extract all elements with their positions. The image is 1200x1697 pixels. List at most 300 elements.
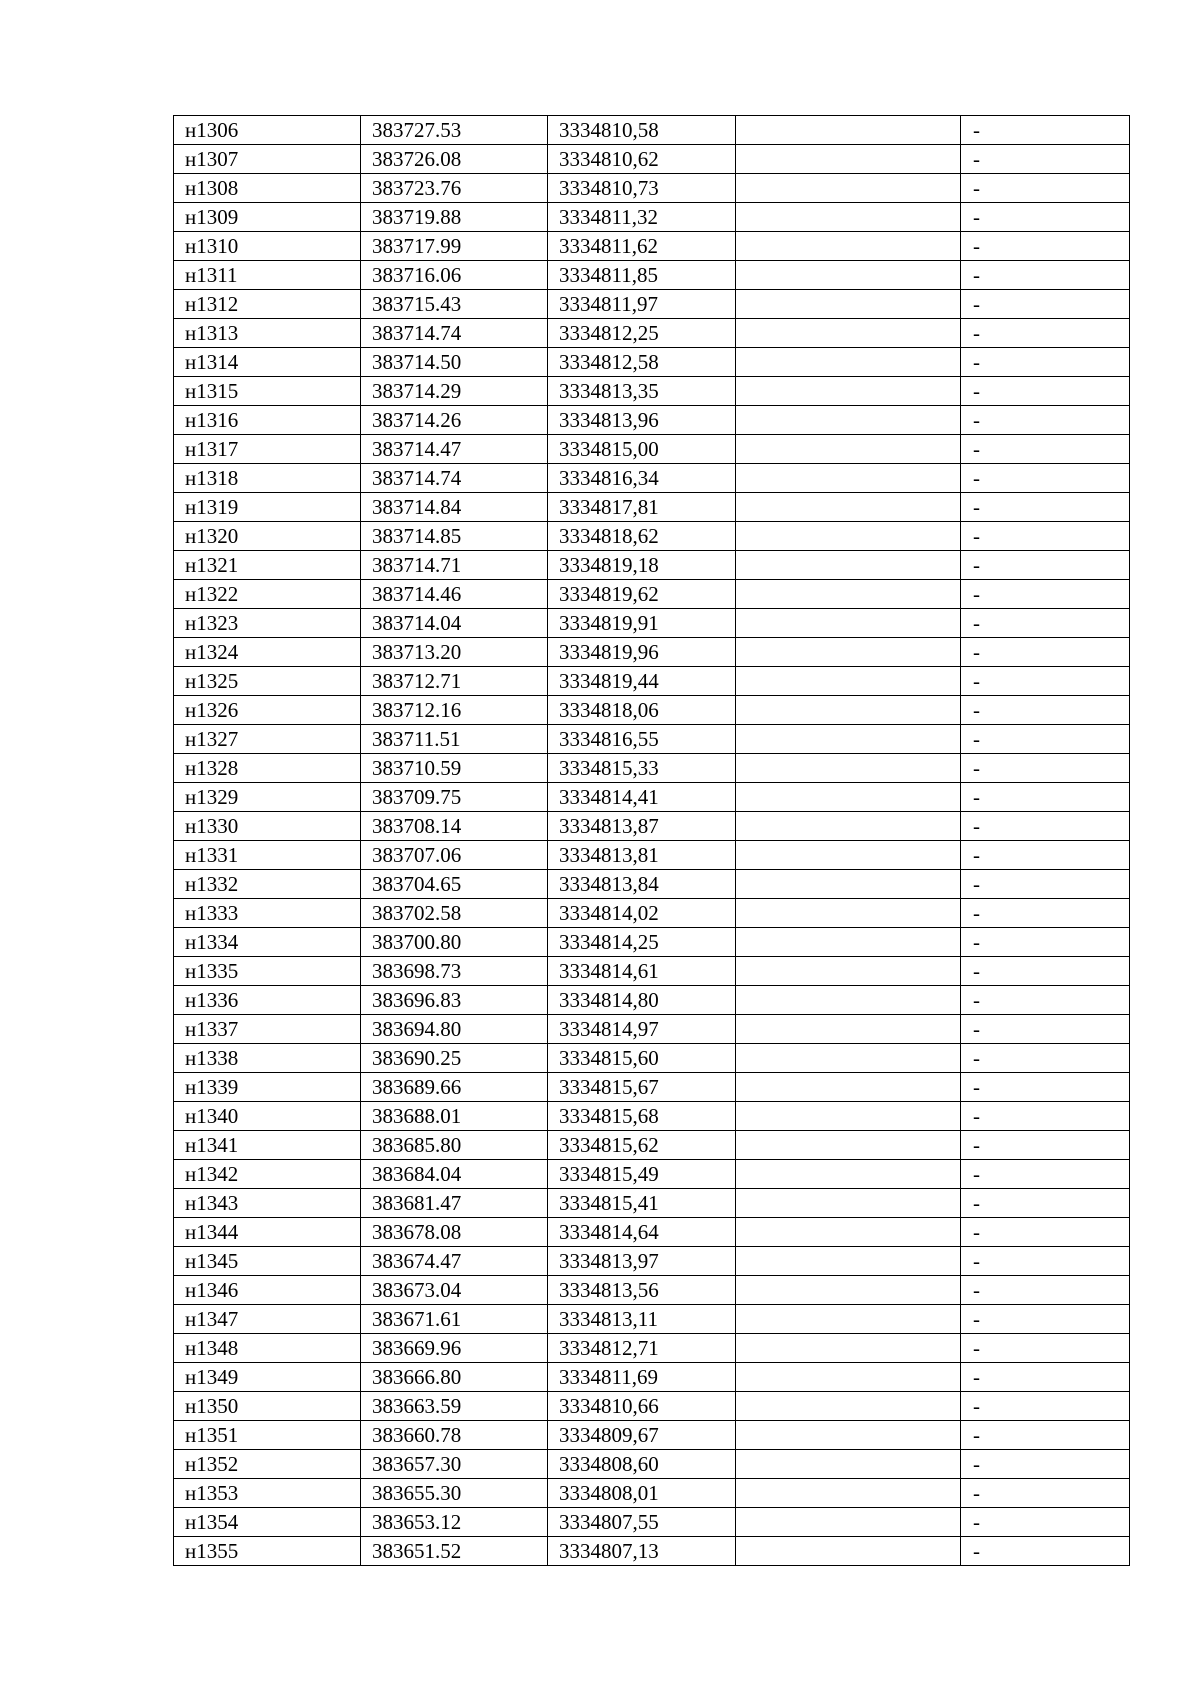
mark-cell: - [961, 986, 1130, 1015]
table-row [174, 1479, 1130, 1508]
table-row [174, 551, 1130, 580]
mark-cell: - [961, 899, 1130, 928]
y-coordinate-cell: 3334813,11 [548, 1305, 736, 1334]
y-coordinate-cell: 3334819,96 [548, 638, 736, 667]
empty-cell [736, 1015, 961, 1044]
x-coordinate-cell: 383712.71 [361, 667, 548, 696]
empty-cell [736, 203, 961, 232]
y-coordinate-cell: 3334809,67 [548, 1421, 736, 1450]
y-coordinate-cell: 3334813,84 [548, 870, 736, 899]
table-row [174, 1073, 1130, 1102]
y-coordinate-cell: 3334815,67 [548, 1073, 736, 1102]
point-id-cell: н1334 [174, 928, 361, 957]
mark-cell: - [961, 812, 1130, 841]
point-id-cell: н1346 [174, 1276, 361, 1305]
point-id-cell: н1309 [174, 203, 361, 232]
table-row [174, 580, 1130, 609]
x-coordinate-cell: 383714.85 [361, 522, 548, 551]
empty-cell [736, 783, 961, 812]
table-row [174, 1537, 1130, 1566]
point-id-cell: н1336 [174, 986, 361, 1015]
point-id-cell: н1351 [174, 1421, 361, 1450]
x-coordinate-cell: 383663.59 [361, 1392, 548, 1421]
point-id-cell: н1354 [174, 1508, 361, 1537]
y-coordinate-cell: 3334815,62 [548, 1131, 736, 1160]
empty-cell [736, 609, 961, 638]
empty-cell [736, 522, 961, 551]
x-coordinate-cell: 383714.84 [361, 493, 548, 522]
x-coordinate-cell: 383708.14 [361, 812, 548, 841]
point-id-cell: н1335 [174, 957, 361, 986]
point-id-cell: н1321 [174, 551, 361, 580]
mark-cell: - [961, 1508, 1130, 1537]
point-id-cell: н1337 [174, 1015, 361, 1044]
table-row [174, 1131, 1130, 1160]
empty-cell [736, 957, 961, 986]
y-coordinate-cell: 3334818,06 [548, 696, 736, 725]
x-coordinate-cell: 383681.47 [361, 1189, 548, 1218]
y-coordinate-cell: 3334812,25 [548, 319, 736, 348]
mark-cell: - [961, 1218, 1130, 1247]
mark-cell: - [961, 783, 1130, 812]
y-coordinate-cell: 3334814,80 [548, 986, 736, 1015]
y-coordinate-cell: 3334814,41 [548, 783, 736, 812]
y-coordinate-cell: 3334818,62 [548, 522, 736, 551]
y-coordinate-cell: 3334813,97 [548, 1247, 736, 1276]
point-id-cell: н1307 [174, 145, 361, 174]
table-row [174, 319, 1130, 348]
mark-cell: - [961, 1421, 1130, 1450]
empty-cell [736, 1160, 961, 1189]
table-row [174, 841, 1130, 870]
empty-cell [736, 638, 961, 667]
empty-cell [736, 406, 961, 435]
table-row [174, 609, 1130, 638]
mark-cell: - [961, 116, 1130, 145]
table-row [174, 696, 1130, 725]
mark-cell: - [961, 522, 1130, 551]
table-row [174, 406, 1130, 435]
empty-cell [736, 928, 961, 957]
table-row [174, 928, 1130, 957]
mark-cell: - [961, 174, 1130, 203]
mark-cell: - [961, 1189, 1130, 1218]
empty-cell [736, 1102, 961, 1131]
y-coordinate-cell: 3334819,91 [548, 609, 736, 638]
point-id-cell: н1326 [174, 696, 361, 725]
x-coordinate-cell: 383707.06 [361, 841, 548, 870]
y-coordinate-cell: 3334813,87 [548, 812, 736, 841]
y-coordinate-cell: 3334815,60 [548, 1044, 736, 1073]
empty-cell [736, 1363, 961, 1392]
empty-cell [736, 116, 961, 145]
mark-cell: - [961, 870, 1130, 899]
mark-cell: - [961, 754, 1130, 783]
point-id-cell: н1331 [174, 841, 361, 870]
y-coordinate-cell: 3334812,71 [548, 1334, 736, 1363]
mark-cell: - [961, 725, 1130, 754]
table-row [174, 667, 1130, 696]
empty-cell [736, 1305, 961, 1334]
y-coordinate-cell: 3334815,49 [548, 1160, 736, 1189]
x-coordinate-cell: 383716.06 [361, 261, 548, 290]
table-row [174, 1305, 1130, 1334]
y-coordinate-cell: 3334810,58 [548, 116, 736, 145]
mark-cell: - [961, 1131, 1130, 1160]
empty-cell [736, 1537, 961, 1566]
x-coordinate-cell: 383690.25 [361, 1044, 548, 1073]
point-id-cell: н1347 [174, 1305, 361, 1334]
x-coordinate-cell: 383714.74 [361, 464, 548, 493]
x-coordinate-cell: 383694.80 [361, 1015, 548, 1044]
point-id-cell: н1353 [174, 1479, 361, 1508]
table-row [174, 261, 1130, 290]
table-row [174, 638, 1130, 667]
x-coordinate-cell: 383671.61 [361, 1305, 548, 1334]
mark-cell: - [961, 1392, 1130, 1421]
empty-cell [736, 261, 961, 290]
coordinates-table [173, 115, 1130, 1566]
x-coordinate-cell: 383712.16 [361, 696, 548, 725]
point-id-cell: н1323 [174, 609, 361, 638]
x-coordinate-cell: 383714.46 [361, 580, 548, 609]
point-id-cell: н1330 [174, 812, 361, 841]
x-coordinate-cell: 383669.96 [361, 1334, 548, 1363]
empty-cell [736, 1421, 961, 1450]
point-id-cell: н1319 [174, 493, 361, 522]
x-coordinate-cell: 383714.29 [361, 377, 548, 406]
x-coordinate-cell: 383700.80 [361, 928, 548, 957]
y-coordinate-cell: 3334813,35 [548, 377, 736, 406]
table-row [174, 812, 1130, 841]
empty-cell [736, 290, 961, 319]
mark-cell: - [961, 1276, 1130, 1305]
y-coordinate-cell: 3334815,41 [548, 1189, 736, 1218]
table-row [174, 1102, 1130, 1131]
x-coordinate-cell: 383666.80 [361, 1363, 548, 1392]
point-id-cell: н1325 [174, 667, 361, 696]
mark-cell: - [961, 1102, 1130, 1131]
mark-cell: - [961, 696, 1130, 725]
mark-cell: - [961, 261, 1130, 290]
table-row [174, 145, 1130, 174]
x-coordinate-cell: 383653.12 [361, 1508, 548, 1537]
empty-cell [736, 1508, 961, 1537]
y-coordinate-cell: 3334810,73 [548, 174, 736, 203]
table-row [174, 493, 1130, 522]
empty-cell [736, 348, 961, 377]
empty-cell [736, 1450, 961, 1479]
x-coordinate-cell: 383715.43 [361, 290, 548, 319]
table-row [174, 203, 1130, 232]
table-row [174, 1334, 1130, 1363]
point-id-cell: н1320 [174, 522, 361, 551]
x-coordinate-cell: 383678.08 [361, 1218, 548, 1247]
empty-cell [736, 145, 961, 174]
point-id-cell: н1314 [174, 348, 361, 377]
y-coordinate-cell: 3334815,00 [548, 435, 736, 464]
y-coordinate-cell: 3334813,96 [548, 406, 736, 435]
mark-cell: - [961, 1450, 1130, 1479]
mark-cell: - [961, 232, 1130, 261]
table-row [174, 377, 1130, 406]
x-coordinate-cell: 383698.73 [361, 957, 548, 986]
y-coordinate-cell: 3334807,13 [548, 1537, 736, 1566]
x-coordinate-cell: 383710.59 [361, 754, 548, 783]
empty-cell [736, 232, 961, 261]
x-coordinate-cell: 383723.76 [361, 174, 548, 203]
y-coordinate-cell: 3334810,62 [548, 145, 736, 174]
empty-cell [736, 1189, 961, 1218]
empty-cell [736, 1218, 961, 1247]
y-coordinate-cell: 3334810,66 [548, 1392, 736, 1421]
point-id-cell: н1333 [174, 899, 361, 928]
x-coordinate-cell: 383657.30 [361, 1450, 548, 1479]
point-id-cell: н1340 [174, 1102, 361, 1131]
table-row [174, 986, 1130, 1015]
y-coordinate-cell: 3334814,25 [548, 928, 736, 957]
y-coordinate-cell: 3334815,68 [548, 1102, 736, 1131]
x-coordinate-cell: 383727.53 [361, 116, 548, 145]
x-coordinate-cell: 383714.04 [361, 609, 548, 638]
mark-cell: - [961, 1044, 1130, 1073]
table-row [174, 232, 1130, 261]
mark-cell: - [961, 667, 1130, 696]
point-id-cell: н1311 [174, 261, 361, 290]
x-coordinate-cell: 383714.50 [361, 348, 548, 377]
y-coordinate-cell: 3334807,55 [548, 1508, 736, 1537]
empty-cell [736, 667, 961, 696]
table-row [174, 464, 1130, 493]
table-row [174, 1450, 1130, 1479]
empty-cell [736, 493, 961, 522]
point-id-cell: н1338 [174, 1044, 361, 1073]
x-coordinate-cell: 383696.83 [361, 986, 548, 1015]
y-coordinate-cell: 3334814,02 [548, 899, 736, 928]
point-id-cell: н1317 [174, 435, 361, 464]
mark-cell: - [961, 435, 1130, 464]
empty-cell [736, 1044, 961, 1073]
x-coordinate-cell: 383688.01 [361, 1102, 548, 1131]
empty-cell [736, 551, 961, 580]
mark-cell: - [961, 145, 1130, 174]
point-id-cell: н1339 [174, 1073, 361, 1102]
table-row [174, 870, 1130, 899]
mark-cell: - [961, 841, 1130, 870]
y-coordinate-cell: 3334811,69 [548, 1363, 736, 1392]
empty-cell [736, 812, 961, 841]
point-id-cell: н1341 [174, 1131, 361, 1160]
empty-cell [736, 319, 961, 348]
x-coordinate-cell: 383717.99 [361, 232, 548, 261]
y-coordinate-cell: 3334819,18 [548, 551, 736, 580]
table-row [174, 348, 1130, 377]
table-row [174, 725, 1130, 754]
x-coordinate-cell: 383673.04 [361, 1276, 548, 1305]
coordinates-table-body [174, 116, 1130, 1566]
point-id-cell: н1322 [174, 580, 361, 609]
empty-cell [736, 174, 961, 203]
point-id-cell: н1308 [174, 174, 361, 203]
table-row [174, 290, 1130, 319]
x-coordinate-cell: 383674.47 [361, 1247, 548, 1276]
empty-cell [736, 986, 961, 1015]
empty-cell [736, 464, 961, 493]
table-row [174, 754, 1130, 783]
mark-cell: - [961, 406, 1130, 435]
x-coordinate-cell: 383655.30 [361, 1479, 548, 1508]
empty-cell [736, 725, 961, 754]
mark-cell: - [961, 580, 1130, 609]
y-coordinate-cell: 3334811,97 [548, 290, 736, 319]
x-coordinate-cell: 383713.20 [361, 638, 548, 667]
table-row [174, 1247, 1130, 1276]
table-row [174, 1160, 1130, 1189]
point-id-cell: н1355 [174, 1537, 361, 1566]
mark-cell: - [961, 1305, 1130, 1334]
x-coordinate-cell: 383714.47 [361, 435, 548, 464]
y-coordinate-cell: 3334808,60 [548, 1450, 736, 1479]
empty-cell [736, 1276, 961, 1305]
point-id-cell: н1350 [174, 1392, 361, 1421]
table-row [174, 1015, 1130, 1044]
empty-cell [736, 1247, 961, 1276]
mark-cell: - [961, 1015, 1130, 1044]
y-coordinate-cell: 3334817,81 [548, 493, 736, 522]
mark-cell: - [961, 377, 1130, 406]
empty-cell [736, 899, 961, 928]
mark-cell: - [961, 638, 1130, 667]
y-coordinate-cell: 3334816,34 [548, 464, 736, 493]
empty-cell [736, 1334, 961, 1363]
x-coordinate-cell: 383660.78 [361, 1421, 548, 1450]
mark-cell: - [961, 1073, 1130, 1102]
y-coordinate-cell: 3334816,55 [548, 725, 736, 754]
mark-cell: - [961, 1363, 1130, 1392]
point-id-cell: н1342 [174, 1160, 361, 1189]
y-coordinate-cell: 3334812,58 [548, 348, 736, 377]
mark-cell: - [961, 1334, 1130, 1363]
y-coordinate-cell: 3334814,61 [548, 957, 736, 986]
point-id-cell: н1329 [174, 783, 361, 812]
empty-cell [736, 377, 961, 406]
x-coordinate-cell: 383684.04 [361, 1160, 548, 1189]
table-row [174, 1218, 1130, 1247]
empty-cell [736, 1131, 961, 1160]
x-coordinate-cell: 383702.58 [361, 899, 548, 928]
table-row [174, 1392, 1130, 1421]
x-coordinate-cell: 383714.26 [361, 406, 548, 435]
empty-cell [736, 1073, 961, 1102]
mark-cell: - [961, 1537, 1130, 1566]
table-row [174, 1044, 1130, 1073]
point-id-cell: н1352 [174, 1450, 361, 1479]
empty-cell [736, 841, 961, 870]
point-id-cell: н1348 [174, 1334, 361, 1363]
empty-cell [736, 870, 961, 899]
empty-cell [736, 754, 961, 783]
point-id-cell: н1345 [174, 1247, 361, 1276]
mark-cell: - [961, 348, 1130, 377]
point-id-cell: н1343 [174, 1189, 361, 1218]
point-id-cell: н1315 [174, 377, 361, 406]
mark-cell: - [961, 290, 1130, 319]
y-coordinate-cell: 3334819,44 [548, 667, 736, 696]
mark-cell: - [961, 319, 1130, 348]
point-id-cell: н1327 [174, 725, 361, 754]
table-row [174, 1276, 1130, 1305]
table-row [174, 174, 1130, 203]
x-coordinate-cell: 383704.65 [361, 870, 548, 899]
mark-cell: - [961, 609, 1130, 638]
empty-cell [736, 696, 961, 725]
table-row [174, 522, 1130, 551]
y-coordinate-cell: 3334811,32 [548, 203, 736, 232]
y-coordinate-cell: 3334808,01 [548, 1479, 736, 1508]
table-row [174, 957, 1130, 986]
mark-cell: - [961, 464, 1130, 493]
x-coordinate-cell: 383726.08 [361, 145, 548, 174]
y-coordinate-cell: 3334813,81 [548, 841, 736, 870]
point-id-cell: н1310 [174, 232, 361, 261]
x-coordinate-cell: 383651.52 [361, 1537, 548, 1566]
empty-cell [736, 1392, 961, 1421]
point-id-cell: н1316 [174, 406, 361, 435]
point-id-cell: н1349 [174, 1363, 361, 1392]
mark-cell: - [961, 493, 1130, 522]
x-coordinate-cell: 383685.80 [361, 1131, 548, 1160]
point-id-cell: н1312 [174, 290, 361, 319]
y-coordinate-cell: 3334811,62 [548, 232, 736, 261]
point-id-cell: н1332 [174, 870, 361, 899]
point-id-cell: н1344 [174, 1218, 361, 1247]
mark-cell: - [961, 957, 1130, 986]
point-id-cell: н1318 [174, 464, 361, 493]
mark-cell: - [961, 551, 1130, 580]
x-coordinate-cell: 383714.74 [361, 319, 548, 348]
y-coordinate-cell: 3334811,85 [548, 261, 736, 290]
x-coordinate-cell: 383719.88 [361, 203, 548, 232]
x-coordinate-cell: 383709.75 [361, 783, 548, 812]
y-coordinate-cell: 3334813,56 [548, 1276, 736, 1305]
y-coordinate-cell: 3334815,33 [548, 754, 736, 783]
table-row [174, 1189, 1130, 1218]
mark-cell: - [961, 1479, 1130, 1508]
table-row [174, 116, 1130, 145]
mark-cell: - [961, 1160, 1130, 1189]
x-coordinate-cell: 383711.51 [361, 725, 548, 754]
y-coordinate-cell: 3334819,62 [548, 580, 736, 609]
empty-cell [736, 580, 961, 609]
x-coordinate-cell: 383714.71 [361, 551, 548, 580]
y-coordinate-cell: 3334814,97 [548, 1015, 736, 1044]
table-row [174, 1363, 1130, 1392]
x-coordinate-cell: 383689.66 [361, 1073, 548, 1102]
table-row [174, 899, 1130, 928]
point-id-cell: н1306 [174, 116, 361, 145]
table-row [174, 783, 1130, 812]
table-row [174, 1421, 1130, 1450]
table-row [174, 1508, 1130, 1537]
empty-cell [736, 1479, 961, 1508]
mark-cell: - [961, 203, 1130, 232]
table-row [174, 435, 1130, 464]
point-id-cell: н1313 [174, 319, 361, 348]
point-id-cell: н1328 [174, 754, 361, 783]
point-id-cell: н1324 [174, 638, 361, 667]
mark-cell: - [961, 928, 1130, 957]
empty-cell [736, 435, 961, 464]
